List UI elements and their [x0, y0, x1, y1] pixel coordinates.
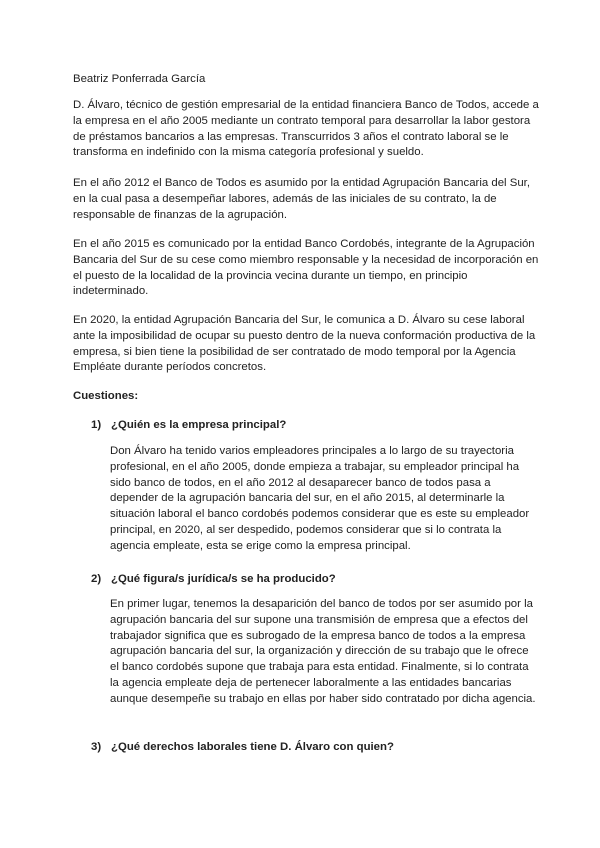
- questions-heading: Cuestiones:: [73, 390, 139, 402]
- answer-2: En primer lugar, tenemos la desaparición del banco de todos por ser asumido por la agrupación bancaria del sur supone una transmisión de empresa que a efectos del trabajador significa que es subrogado de la empresa banco de todos a la empresa agrupación bancaria del sur, la organización y dirección de su trabajo que le ofrece el banco cordobés supone que trabaja para esta entidad. Finalmente, si lo contrata la agencia empleate deja de pertenecer laboralmente a las entidades bancarias aunque desempeñe su trabajo en ellas por haber sido contratado por dicha agencia.: [110, 598, 536, 705]
- case-paragraph-2: En el año 2012 el Banco de Todos es asumido por la entidad Agrupación Bancaria del Sur, en la cual pasa a desempeñar labores, además de las iniciales de su contrato, la de responsable de finanzas de la agrupación.: [73, 177, 530, 221]
- question-text: ¿Qué derechos laborales tiene D. Álvaro con quien?: [111, 741, 394, 753]
- question-3: [91, 740, 394, 756]
- case-paragraph-4: En 2020, la entidad Agrupación Bancaria del Sur, le comunica a D. Álvaro su cese laboral ante la imposibilidad de ocupar su puesto dentro de la nueva conformación productiva de la empresa, si bien tiene la posibilidad de ser contratado de modo temporal por la Agencia Empléate durante períodos concretos.: [73, 314, 536, 374]
- question-text: ¿Qué figura/s jurídica/s se ha producido?: [111, 573, 336, 585]
- answer-1: Don Álvaro ha tenido varios empleadores principales a lo largo de su trayectoria profesional, en el año 2005, donde empieza a trabajar, su empleador principal ha sido banco de todos, en el año 2012 al desaparecer banco de todos pasa a depender de la agrupación bancaria del sur, en el año 2015, al determinarle la situación laboral el banco cordobés podemos considerar que es este su empleador principal, en 2020, al ser despedido, podemos considerar que si lo contrata la agencia empleate, esta se erige como la empresa principal.: [110, 445, 530, 552]
- question-number: 3): [91, 741, 102, 753]
- author-name: Beatriz Ponferrada García: [73, 73, 206, 85]
- case-paragraph-3: En el año 2015 es comunicado por la entidad Banco Cordobés, integrante de la Agrupación Bancaria del Sur de su cese como miembro responsable y la necesidad de incorporación en el puesto de la localidad de la provincia vecina durante un tiempo, en principio indeterminado.: [73, 238, 539, 298]
- question-2: [91, 572, 336, 588]
- question-1: [91, 418, 286, 434]
- question-number: 1): [91, 419, 102, 431]
- question-text: ¿Quién es la empresa principal?: [111, 419, 287, 431]
- question-number: 2): [91, 573, 102, 585]
- case-paragraph-1: D. Álvaro, técnico de gestión empresarial de la entidad financiera Banco de Todos, accede a la empresa en el año 2005 mediante un contrato temporal para desarrollar la labor gestora de préstamos bancarios a las empresas. Transcurridos 3 años el contrato laboral se le transforma en indefinido con la misma categoría profesional y sueldo.: [73, 99, 539, 159]
